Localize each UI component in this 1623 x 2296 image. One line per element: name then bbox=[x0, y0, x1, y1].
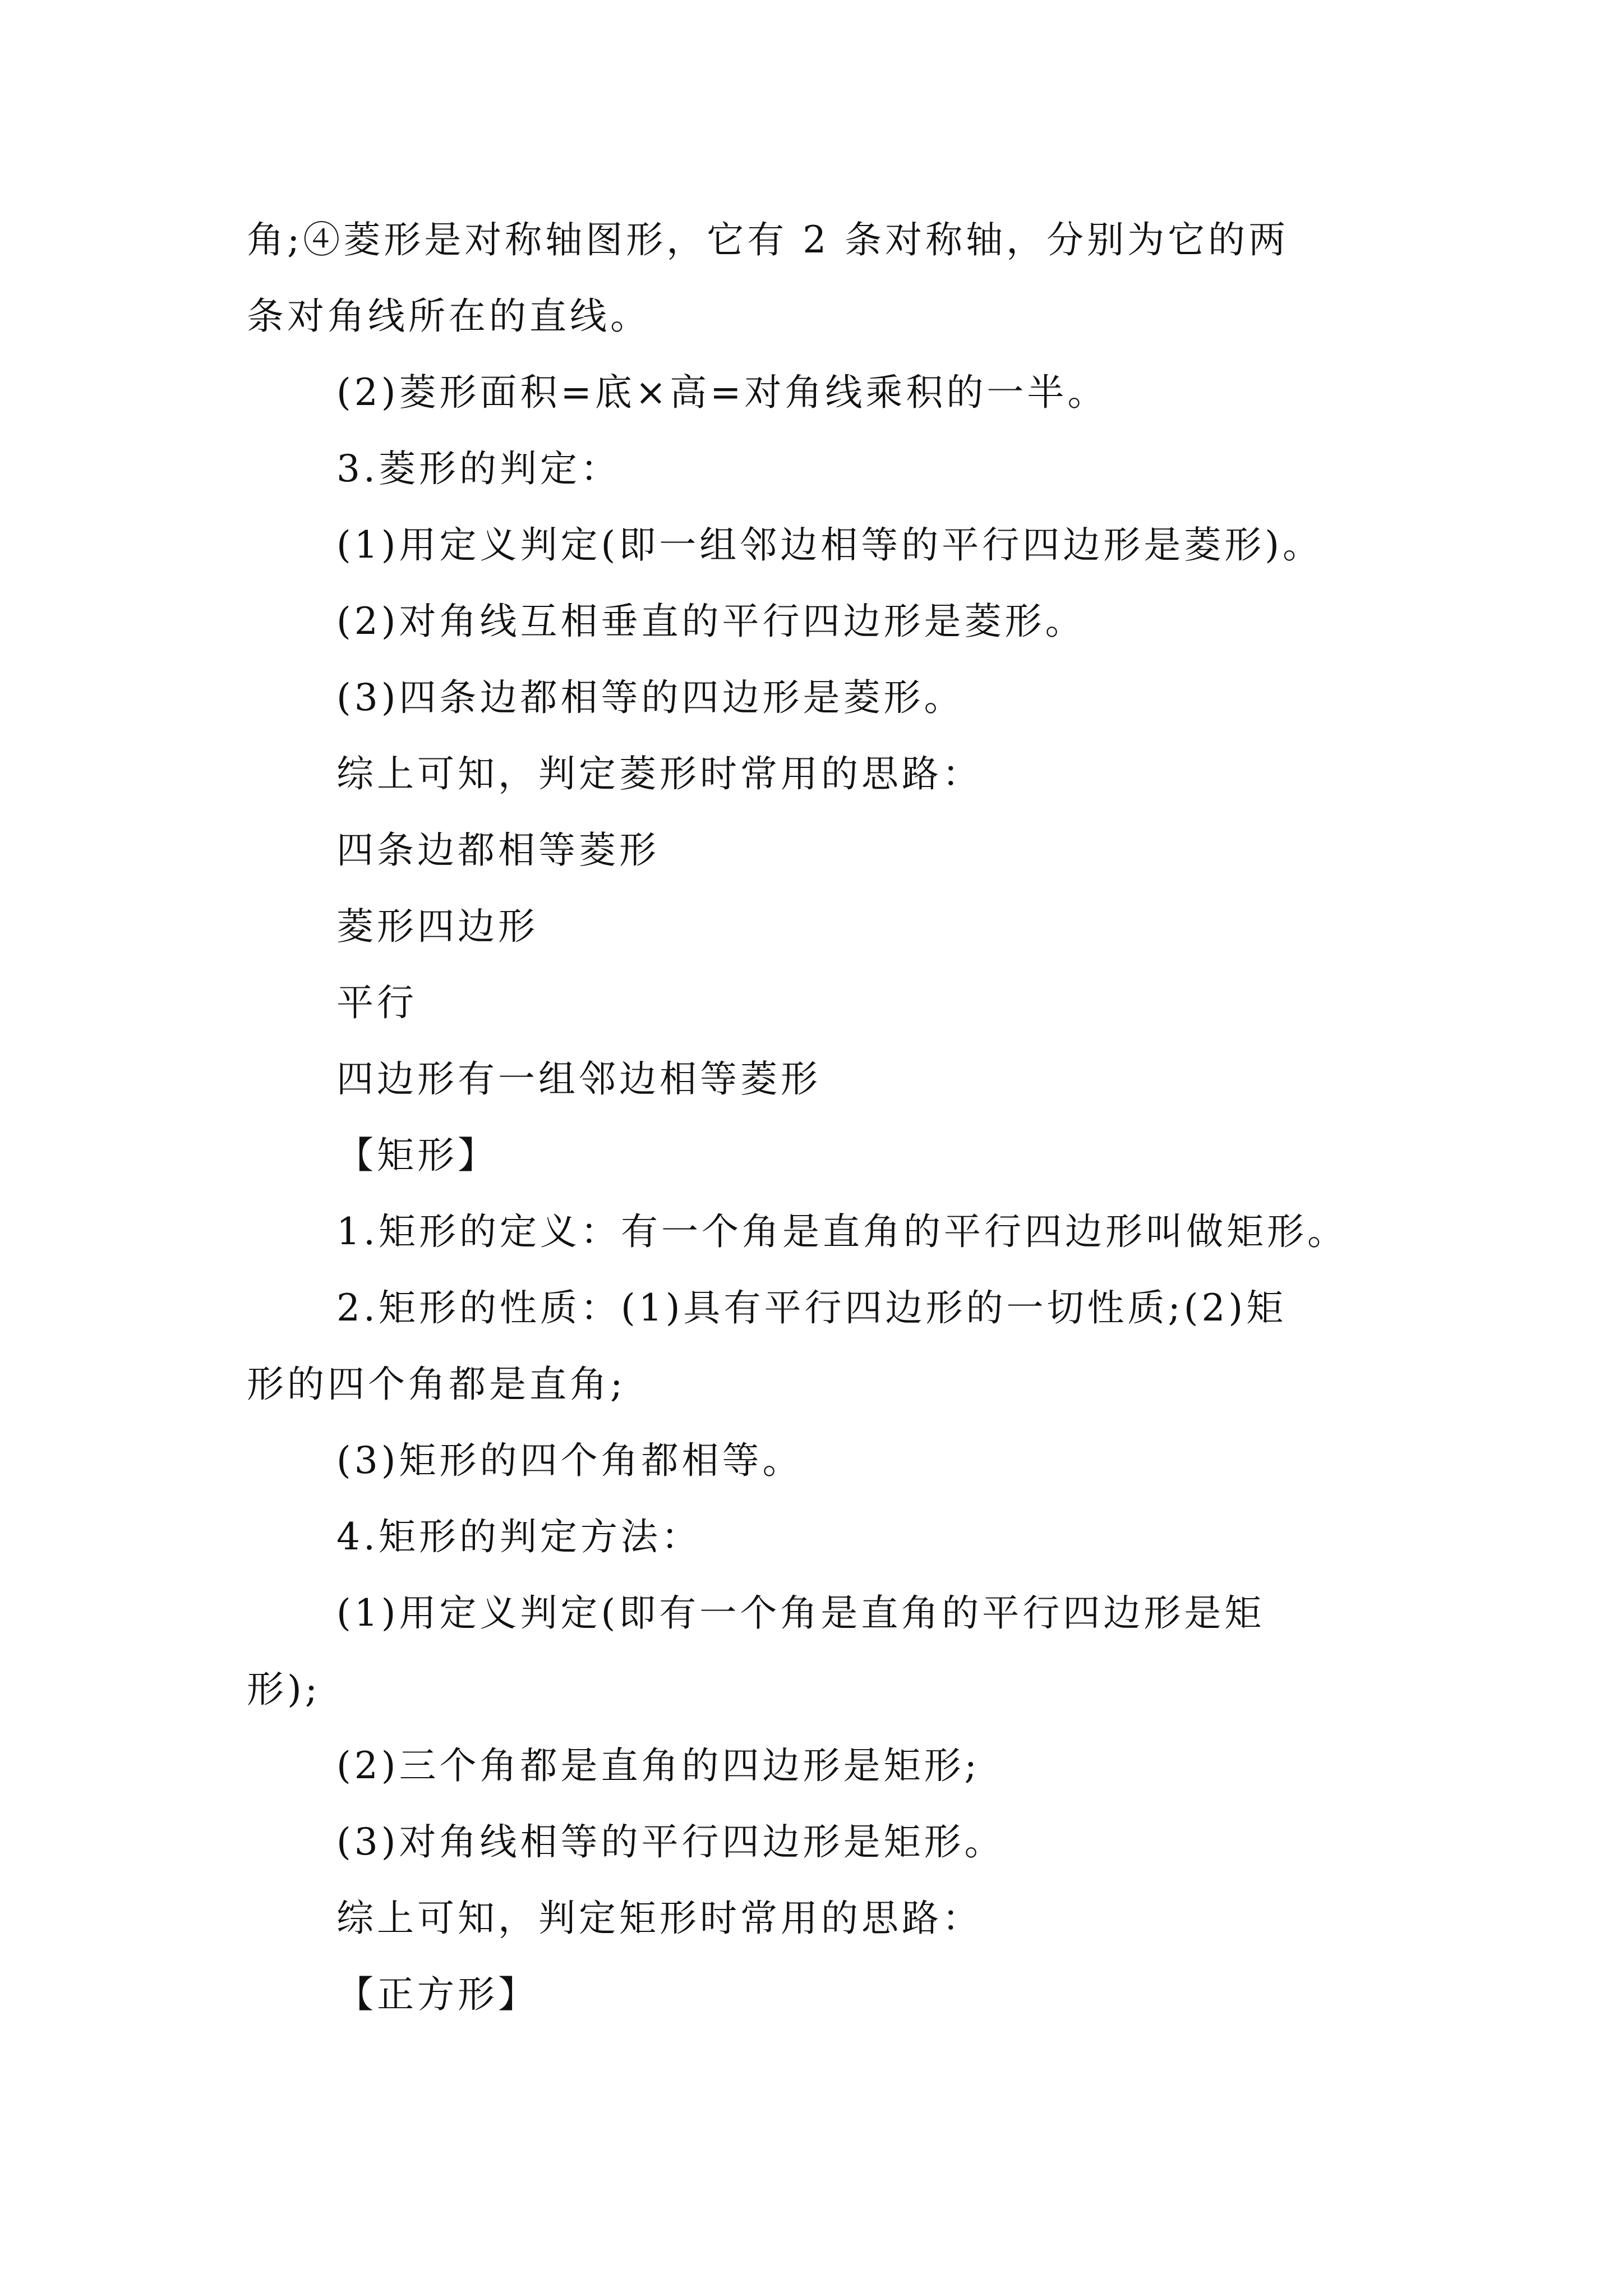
text-line: 2.矩形的性质：(1)具有平行四边形的一切性质;(2)矩 bbox=[336, 1286, 1287, 1329]
text-line: 角;④菱形是对称轴图形，它有 2 条对称轴，分别为它的两 bbox=[247, 218, 1289, 261]
text-line: 形); bbox=[247, 1668, 321, 1711]
text-line: 综上可知，判定矩形时常用的思路： bbox=[336, 1897, 983, 1940]
section-heading: 3.菱形的判定： bbox=[336, 447, 621, 490]
text-line: (1)用定义判定(即有一个角是直角的平行四边形是矩 bbox=[336, 1591, 1265, 1635]
text-line: 四条边都相等菱形 bbox=[336, 829, 660, 872]
text-line: (3)四条边都相等的四边形是菱形。 bbox=[336, 676, 965, 719]
text-line: (3)对角线相等的平行四边形是矩形。 bbox=[336, 1820, 1005, 1864]
text-line: (2)三个角都是直角的四边形是矩形; bbox=[336, 1744, 980, 1787]
text-line: (1)用定义判定(即一组邻边相等的平行四边形是菱形)。 bbox=[336, 523, 1323, 567]
section-title: 【矩形】 bbox=[336, 1134, 498, 1177]
text-line: 形的四个角都是直角; bbox=[247, 1363, 626, 1406]
text-line: 条对角线所在的直线。 bbox=[247, 295, 651, 338]
text-line: (2)菱形面积=底×高=对角线乘积的一半。 bbox=[336, 371, 1108, 414]
section-title: 【正方形】 bbox=[336, 1973, 538, 2016]
text-line: 菱形四边形 bbox=[336, 905, 538, 948]
text-line: 四边形有一组邻边相等菱形 bbox=[336, 1057, 821, 1101]
text-line: (3)矩形的四个角都相等。 bbox=[336, 1439, 803, 1482]
text-line: 1.矩形的定义：有一个角是直角的平行四边形叫做矩形。 bbox=[336, 1210, 1348, 1253]
section-heading: 4.矩形的判定方法： bbox=[336, 1515, 702, 1558]
text-line: 综上可知，判定菱形时常用的思路： bbox=[336, 752, 983, 795]
text-line: 平行 bbox=[336, 981, 417, 1024]
text-line: (2)对角线互相垂直的平行四边形是菱形。 bbox=[336, 600, 1086, 643]
